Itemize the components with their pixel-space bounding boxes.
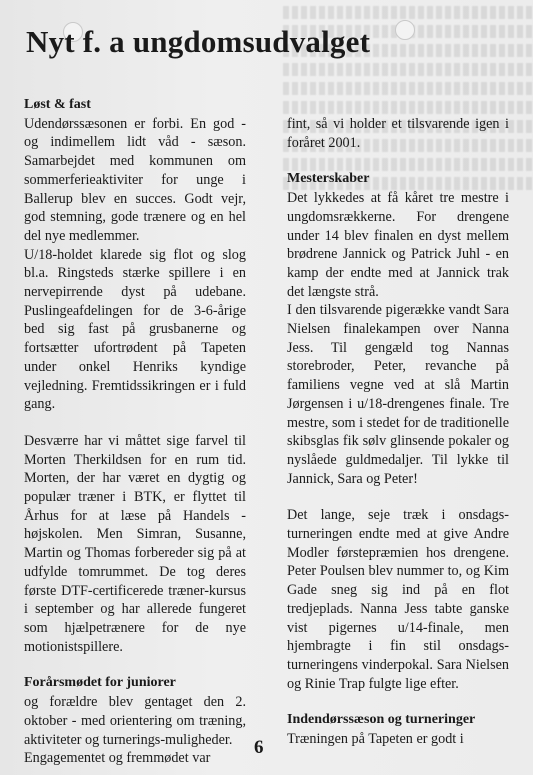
punch-hole-right: [395, 20, 415, 40]
left-column: [24, 96, 246, 768]
paragraph: Udendørssæsonen er forbi. En god - og indimellem lidt våd - sæson. Samarbejdet med kommunen om sommerferieaktiviter for unge i Ballerup blev en succes. Godt vejr, god stemning, gode trænere og en hel del nye medlemmer.: [24, 115, 246, 244]
paragraph: U/18-holdet klarede sig flot og slog bl.a. Ringsteds stærke spillere i en nervepirrende dyst på udebane. Puslingeafdelingen for de 3-6-årige bed sig fast på grusbanerne og fortsætter ufortrødent på Tapeten under onkel Henriks kyndige vejledning. Fremtidssikringen er i fuld gang.: [24, 246, 246, 413]
heading-indendoerssaeson: Indendørssæson og turneringer: [287, 712, 476, 728]
paragraph: Engagementet og fremmødet var: [24, 750, 211, 767]
heading-lost-fast: Løst & fast: [24, 97, 91, 112]
page-number: 6: [254, 737, 264, 758]
paragraph: Det lykkedes at få kåret tre mestre i ungdomsrækkerne. For drengene under 14 blev finalen en dyst mellem brødrene Jannick og Patrick Juhl - en kamp der endte med at Jannick trak det længste strå.: [287, 190, 509, 300]
paragraph: Træningen på Tapeten er godt i: [287, 731, 464, 748]
heading-mesterskaber: Mesterskaber: [287, 171, 370, 187]
paragraph: fint, så vi holder et tilsvarende igen i foråret 2001.: [287, 116, 509, 151]
paragraph: og forældre blev gentaget den 2. oktober - med orientering om træning, aktiviteter og turnerings-muligheder.: [24, 694, 246, 748]
article-title: Nyt f. a ungdomsudvalget: [26, 24, 371, 59]
right-column: [287, 115, 509, 749]
paragraph: Det lange, seje træk i onsdags-turneringen endte med at give Andre Modler førstepræmien hos drengene. Peter Poulsen blev nummer to, og Kim Gade sneg sig ind på en flot tredjeplads. Nanna Jess tabte ganske vist pigernes u/14-finale, men hjembragte i fin stil onsdags-turneringens vinderpokal. Sara Nielsen og Rinie Trap fulgte lige efter.: [287, 507, 509, 692]
heading-foraarsmoedet: Forårsmødet for juniorer: [24, 675, 176, 691]
paragraph: I den tilsvarende pigerække vandt Sara Nielsen finalekampen over Nanna Jess. Til gengæld tog Nannas storebroder, Peter, revanche på familiens vegne ved at slå Martin Jørgensen i u/18-drengenes finale. Tre mestre, som i stedet for de traditionelle skibsglas fik sølv glinsende pokaler og nyslåede guldmedaljer. Til lykke til Jannick, Sara og Peter!: [287, 302, 509, 487]
paragraph: Desværre har vi måttet sige farvel til Morten Therkildsen for en rum tid. Morten, der har været en dygtig og populær træner i BTK, er flyttet til Århus for at læse på Handels - højskolen. Men Simran, Susanne, Martin og Thomas forbereder sig på at udfylde tomrummet. De tog deres første DTF-certificerede træner-kursus i september og har allerede fungeret som hjælpetrænere for de nye motionistspillere.: [24, 432, 246, 655]
